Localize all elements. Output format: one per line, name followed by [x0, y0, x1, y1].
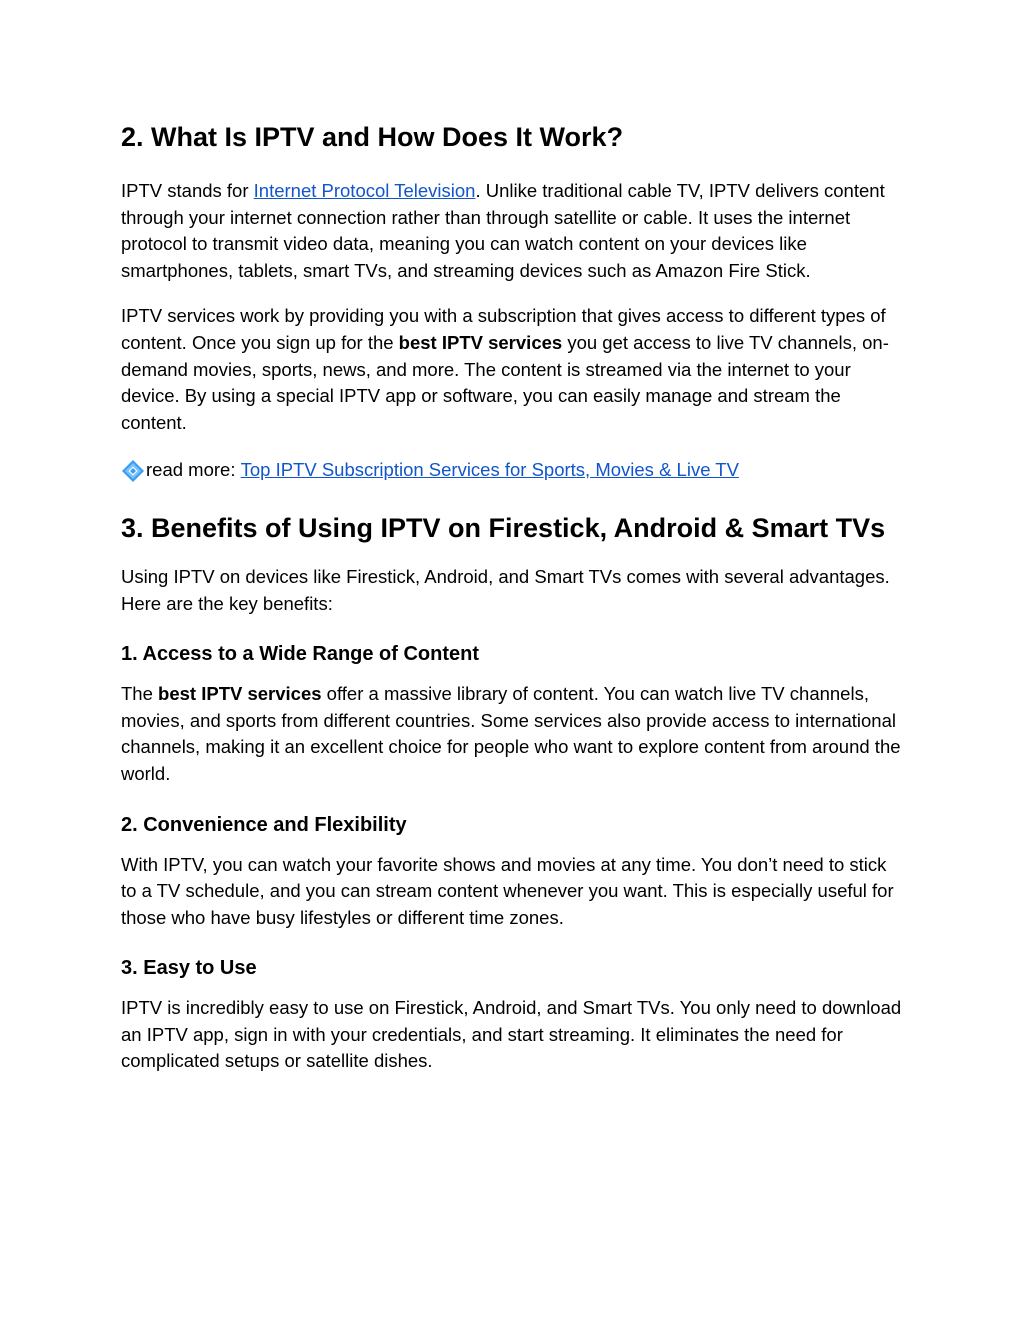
benefit-3-heading: 3. Easy to Use: [121, 957, 257, 980]
benefit-2-text: With IPTV, you can watch your favorite shows and movies at any time. You don’t need to stick to a TV schedule, and you can stream content whenever you want. This is especially useful for those who have busy lifestyles or different time zones.: [121, 853, 894, 928]
bold-text: best IPTV services: [398, 331, 563, 353]
read-more-line: [121, 457, 904, 484]
top-iptv-subscription-services-link[interactable]: Top IPTV Subscription Services for Sports, Movies & Live TV: [240, 459, 739, 481]
section-3-heading: 3. Benefits of Using IPTV on Firestick, Android & Smart TVs: [121, 512, 886, 543]
section-2-paragraph-1: [121, 178, 904, 284]
blue-diamond-icon: [121, 459, 145, 483]
paragraph-text: IPTV stands for: [121, 180, 254, 201]
internet-protocol-television-link[interactable]: Internet Protocol Television: [253, 180, 476, 201]
benefit-3-text: IPTV is incredibly easy to use on Firestick, Android, and Smart TVs. You only need to download an IPTV app, sign in with your credentials, and start streaming. It eliminates the need for complicated setups or satellite dishes.: [121, 997, 902, 1072]
benefit-2-heading: 2. Convenience and Flexibility: [121, 813, 407, 836]
benefit-1-text: [121, 681, 904, 787]
section-2-heading: 2. What Is IPTV and How Does It Work?: [121, 122, 624, 152]
paragraph-text: The: [121, 683, 159, 705]
section-3-intro: Using IPTV on devices like Firestick, Android, and Smart TVs comes with several advantages. Here are the key benefits:: [121, 565, 890, 614]
bold-text: best IPTV services: [158, 683, 322, 705]
paragraph-text: offer a massive library of content. You can watch live TV channels, movies, and sports from different countries. Some services also provide access to international channels, making it an excellent choice for people who want to explore content from around the world.: [121, 683, 901, 784]
paragraph-text: you get access to live TV channels, on-demand movies, sports, news, and more. The content is streamed via the internet to your device. By using a special IPTV app or software, you can easily manage and stream the content.: [121, 331, 889, 433]
read-more-label: read more:: [146, 459, 241, 481]
paragraph-text: . Unlike traditional cable TV, IPTV delivers content through your internet connection rather than through satellite or cable. It uses the internet protocol to transmit video data, meaning you can watch content on your devices like smartphones, tablets, smart TVs, and streaming devices such as Amazon Fire Stick.: [121, 180, 885, 281]
benefit-1-heading: 1. Access to a Wide Range of Content: [121, 643, 480, 666]
paragraph-text: IPTV services work by providing you with a subscription that gives access to different types of content. Once you sign up for the: [121, 305, 886, 353]
section-2-paragraph-2: [121, 303, 904, 436]
